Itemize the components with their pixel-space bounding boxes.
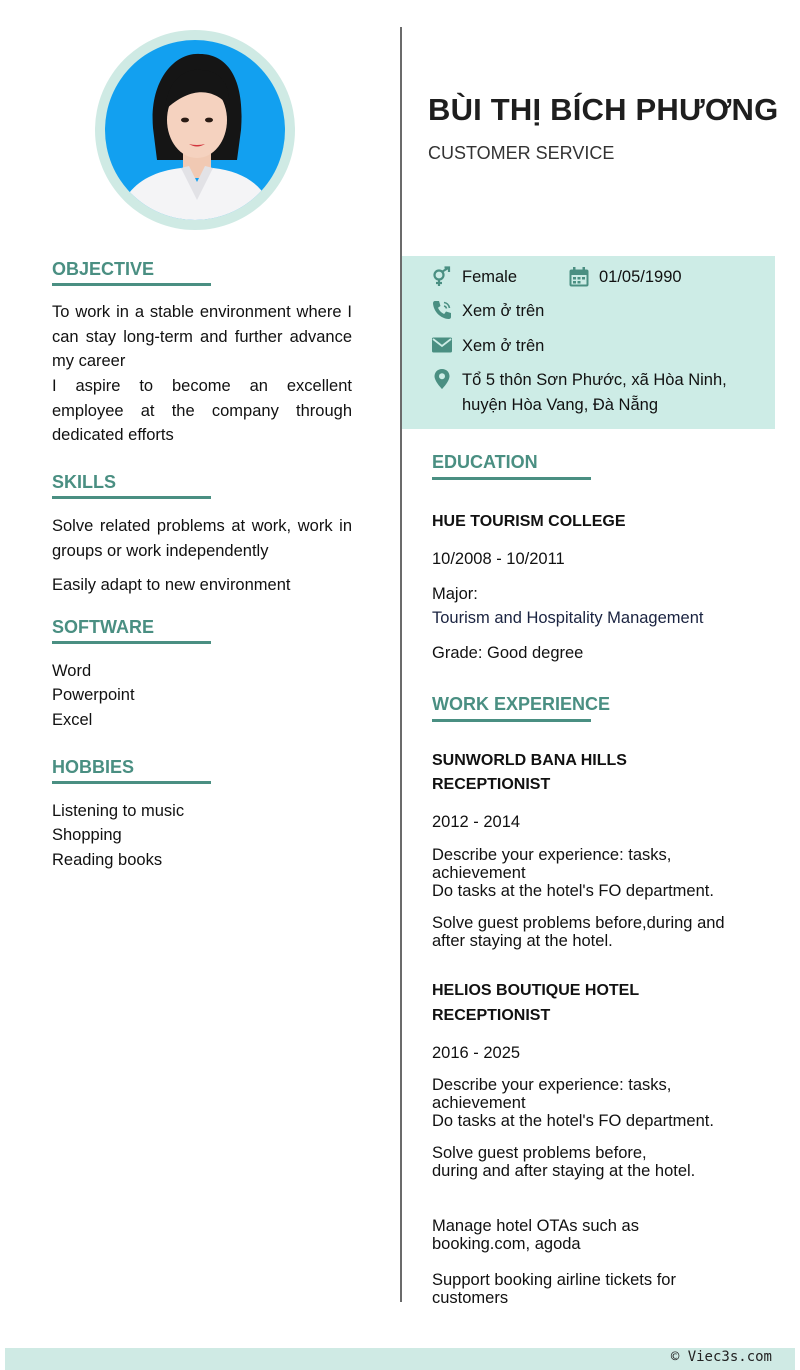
address-line-2: huyện Hòa Vang, Đà Nẵng	[462, 396, 658, 414]
job-description: Manage hotel OTAs such as	[432, 1217, 639, 1235]
column-divider	[400, 27, 402, 1302]
job-description: achievement	[432, 864, 526, 882]
phone-value: Xem ở trên	[462, 302, 545, 320]
hobby-item: Shopping	[52, 826, 122, 844]
job-company: SUNWORLD BANA HILLS	[432, 752, 627, 769]
gender-icon	[431, 266, 453, 288]
hobby-item: Reading books	[52, 851, 163, 869]
job-description: Describe your experience: tasks,	[432, 846, 672, 864]
job-description: Describe your experience: tasks,	[432, 1076, 672, 1094]
avatar	[105, 40, 285, 220]
education-major: Tourism and Hospitality Management	[432, 609, 704, 627]
candidate-position: CUSTOMER SERVICE	[428, 143, 615, 163]
work-experience-heading: WORK EXPERIENCE	[432, 694, 611, 714]
objective-heading: OBJECTIVE	[52, 259, 155, 279]
software-underline	[52, 641, 211, 644]
job-description: booking.com, agoda	[432, 1235, 581, 1253]
job-period: 2012 - 2014	[432, 813, 521, 831]
skills-heading: SKILLS	[52, 472, 117, 492]
hobbies-underline	[52, 781, 211, 784]
education-grade: Grade: Good degree	[432, 644, 584, 662]
education-major-label: Major:	[432, 585, 478, 603]
objective-underline	[52, 283, 211, 286]
address-line-1: Tổ 5 thôn Sơn Phước, xã Hòa Ninh,	[462, 371, 727, 389]
education-underline	[432, 477, 591, 480]
job-description: Solve guest problems before,during and	[432, 914, 725, 932]
phone-icon	[431, 299, 453, 321]
work-experience-underline	[432, 719, 591, 722]
software-heading: SOFTWARE	[52, 617, 154, 637]
job-description: Support booking airline tickets for	[432, 1271, 676, 1289]
location-pin-icon	[431, 368, 453, 390]
gender-value: Female	[462, 268, 518, 286]
software-item: Excel	[52, 711, 93, 729]
job-description: achievement	[432, 1094, 526, 1112]
footer-copyright: © Viec3s.com	[670, 1349, 772, 1365]
job-description: Do tasks at the hotel's FO department.	[432, 1112, 714, 1130]
hobby-item: Listening to music	[52, 802, 185, 820]
objective-paragraph-1: To work in a stable environment where I can stay long-term and further advance my career	[52, 303, 352, 370]
education-heading: EDUCATION	[432, 452, 538, 472]
skill-item: Easily adapt to new environment	[52, 576, 291, 594]
software-item: Powerpoint	[52, 686, 135, 704]
candidate-name: BÙI THỊ BÍCH PHƯƠNG	[428, 92, 779, 127]
job-role: RECEPTIONIST	[432, 776, 551, 793]
job-description: after staying at the hotel.	[432, 932, 613, 950]
hobbies-heading: HOBBIES	[52, 757, 135, 777]
job-description: Solve guest problems before,	[432, 1144, 647, 1162]
calendar-icon	[568, 266, 590, 288]
education-school: HUE TOURISM COLLEGE	[432, 513, 626, 530]
job-description: during and after staying at the hotel.	[432, 1162, 696, 1180]
education-period: 10/2008 - 10/2011	[432, 550, 565, 568]
job-role: RECEPTIONIST	[432, 1007, 551, 1024]
email-icon	[431, 334, 453, 356]
job-company: HELIOS BOUTIQUE HOTEL	[432, 982, 640, 999]
job-description: customers	[432, 1289, 509, 1307]
software-item: Word	[52, 662, 92, 680]
skills-underline	[52, 496, 211, 499]
email-value: Xem ở trên	[462, 337, 545, 355]
skill-item: Solve related problems at work, work in groups or work independently	[52, 517, 352, 560]
objective-paragraph-2: I aspire to become an excellent employee at the company through dedicated efforts	[52, 377, 352, 444]
job-description: Do tasks at the hotel's FO department.	[432, 882, 714, 900]
birthday-value: 01/05/1990	[599, 268, 682, 286]
job-period: 2016 - 2025	[432, 1044, 521, 1062]
